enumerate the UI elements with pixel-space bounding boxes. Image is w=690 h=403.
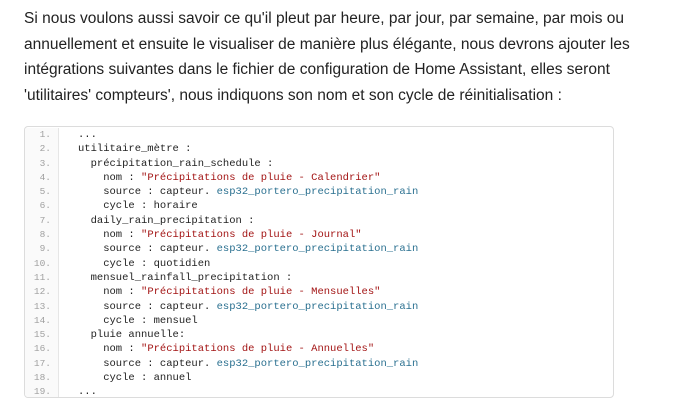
code-line [25, 371, 613, 385]
line-number: 16. [25, 342, 58, 356]
code-line [25, 328, 613, 342]
code-token: pluie annuelle: [78, 329, 186, 342]
code-text [59, 314, 198, 328]
code-token: mensuel_rainfall_precipitation : [78, 271, 293, 284]
code-line [25, 214, 613, 228]
line-number: 2. [25, 142, 58, 156]
code-token: utilitaire_mètre : [78, 143, 192, 156]
code-line [25, 157, 613, 171]
code-line [25, 171, 613, 185]
string-token: "Précipitations de pluie - Journal" [141, 229, 362, 242]
line-number: 1. [25, 128, 58, 142]
code-token: nom : [78, 343, 142, 356]
line-number: 6. [25, 199, 58, 213]
code-text [59, 328, 185, 342]
code-text [59, 271, 292, 285]
entity-token: esp32_portero_precipitation_rain [216, 357, 419, 370]
code-block [24, 126, 614, 398]
line-number: 13. [25, 300, 58, 314]
line-number: 5. [25, 185, 58, 199]
code-line [25, 185, 613, 199]
line-number: 14. [25, 314, 58, 328]
code-line [25, 128, 613, 142]
code-token: cycle : horaire [78, 200, 198, 213]
code-text [59, 371, 191, 385]
code-text [59, 157, 273, 171]
code-line [25, 300, 613, 314]
code-token: ... [78, 386, 97, 398]
line-number: 11. [25, 271, 58, 285]
code-line [25, 142, 613, 156]
intro-paragraph: Si nous voulons aussi savoir ce qu'il pleut par heure, par jour, par semaine, par mois ou annuellement et ensuite le visualiser de manière plus élégante, nous devrons ajouter les intégrations suivantes dans le fichier de configuration de Home Assistant, elles seront 'utilitaires' compteurs', nous indiquons son nom et son cycle de réinitialisation : [24, 10, 630, 104]
code-token: précipitation_rain_schedule : [78, 157, 274, 170]
code-line [25, 257, 613, 271]
code-token: nom : [78, 229, 142, 242]
line-number: 12. [25, 285, 58, 299]
code-line [25, 314, 613, 328]
code-text [59, 199, 198, 213]
code-token: cycle : annuel [78, 372, 192, 385]
line-number: 18. [25, 371, 58, 385]
line-number: 4. [25, 171, 58, 185]
code-line [25, 199, 613, 213]
code-text [59, 257, 210, 271]
line-number: 17. [25, 357, 58, 371]
code-text [59, 242, 418, 256]
code-text [59, 128, 97, 142]
code-token: source : capteur. [78, 300, 217, 313]
line-number: 9. [25, 242, 58, 256]
code-text [59, 214, 254, 228]
code-token: source : capteur. [78, 357, 217, 370]
code-token: source : capteur. [78, 243, 217, 256]
entity-token: esp32_portero_precipitation_rain [216, 243, 419, 256]
code-line [25, 285, 613, 299]
code-token: cycle : quotidien [78, 257, 211, 270]
line-number: 15. [25, 328, 58, 342]
code-token: daily_rain_precipitation : [78, 214, 255, 227]
code-text [59, 185, 418, 199]
entity-token: esp32_portero_precipitation_rain [216, 186, 419, 199]
code-token: cycle : mensuel [78, 314, 198, 327]
line-number: 8. [25, 228, 58, 242]
code-text [59, 300, 418, 314]
code-text [59, 342, 374, 356]
code-text [59, 285, 380, 299]
line-number: 10. [25, 257, 58, 271]
code-token: source : capteur. [78, 186, 217, 199]
code-line [25, 242, 613, 256]
code-token: nom : [78, 286, 142, 299]
code-text [59, 228, 362, 242]
string-token: "Précipitations de pluie - Calendrier" [141, 171, 381, 184]
entity-token: esp32_portero_precipitation_rain [216, 300, 419, 313]
string-token: "Précipitations de pluie - Annuelles" [141, 343, 375, 356]
string-token: "Précipitations de pluie - Mensuelles" [141, 286, 381, 299]
code-line [25, 385, 613, 398]
line-number: 7. [25, 214, 58, 228]
code-line [25, 342, 613, 356]
code-line [25, 357, 613, 371]
code-token: nom : [78, 171, 142, 184]
code-text [59, 142, 191, 156]
code-text [59, 385, 97, 398]
line-number: 3. [25, 157, 58, 171]
code-line [25, 228, 613, 242]
code-line [25, 271, 613, 285]
line-number: 19. [25, 385, 58, 398]
code-text [59, 357, 418, 371]
code-text [59, 171, 380, 185]
code-token: ... [78, 129, 97, 141]
